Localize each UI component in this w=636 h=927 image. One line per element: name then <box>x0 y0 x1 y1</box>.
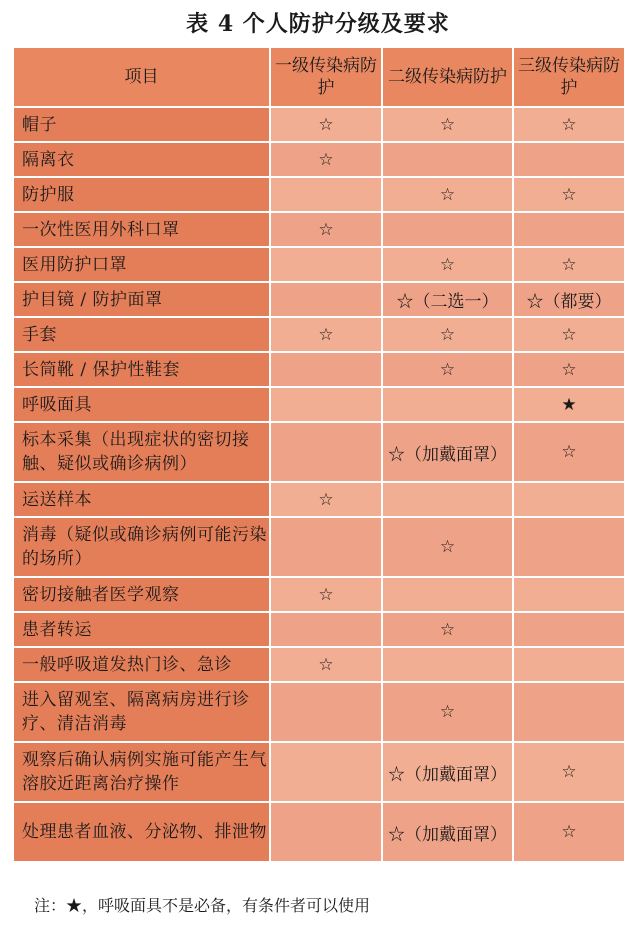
table-row <box>13 387 625 422</box>
row-item: 隔离衣 <box>13 142 270 177</box>
table-row <box>13 647 625 682</box>
row-level2: ☆（加戴面罩） <box>382 802 513 862</box>
row-item: 密切接触者医学观察 <box>13 577 270 612</box>
table-row <box>13 612 625 647</box>
row-level2: ☆ <box>382 352 513 387</box>
row-level2: ☆ <box>382 177 513 212</box>
header-row <box>13 47 625 107</box>
row-level3 <box>513 682 625 742</box>
row-level1: ☆ <box>270 317 382 352</box>
row-level3 <box>513 212 625 247</box>
row-item: 进入留观室、隔离病房进行诊疗、清洁消毒 <box>13 682 270 742</box>
row-level2 <box>382 482 513 517</box>
table-row <box>13 517 625 577</box>
row-level2: ☆ <box>382 247 513 282</box>
table-footnote: 注：★，呼吸面具不是必备，有条件者可以使用 <box>34 896 371 915</box>
row-level3: ☆ <box>513 352 625 387</box>
row-level2: ☆ <box>382 317 513 352</box>
row-level3: ☆ <box>513 107 625 142</box>
protection-level-table <box>12 46 626 863</box>
row-level3: ☆ <box>513 317 625 352</box>
row-level2: ☆ <box>382 612 513 647</box>
row-level3: ☆ <box>513 802 625 862</box>
table-row <box>13 422 625 482</box>
row-level3: ☆ <box>513 247 625 282</box>
row-item: 长筒靴 / 保护性鞋套 <box>13 352 270 387</box>
row-level3 <box>513 142 625 177</box>
row-level3 <box>513 647 625 682</box>
row-level3 <box>513 482 625 517</box>
row-level3: ☆ <box>513 422 625 482</box>
row-level1: ☆ <box>270 142 382 177</box>
header-level2: 二级传染病防护 <box>382 47 513 107</box>
row-level3 <box>513 612 625 647</box>
row-level1 <box>270 282 382 317</box>
row-level2: ☆ <box>382 517 513 577</box>
table-row <box>13 212 625 247</box>
row-level3: ☆ <box>513 177 625 212</box>
row-item: 一次性医用外科口罩 <box>13 212 270 247</box>
table-row <box>13 802 625 862</box>
row-level3 <box>513 517 625 577</box>
row-item: 标本采集（出现症状的密切接触、疑似或确诊病例） <box>13 422 270 482</box>
table-row <box>13 317 625 352</box>
row-level1: ☆ <box>270 212 382 247</box>
row-item: 医用防护口罩 <box>13 247 270 282</box>
table-row <box>13 577 625 612</box>
row-level3: ☆（都要） <box>513 282 625 317</box>
row-item: 患者转运 <box>13 612 270 647</box>
row-level2 <box>382 577 513 612</box>
row-item: 运送样本 <box>13 482 270 517</box>
row-level2: ☆（加戴面罩） <box>382 422 513 482</box>
row-level1 <box>270 352 382 387</box>
row-level1 <box>270 247 382 282</box>
row-level3 <box>513 577 625 612</box>
header-item: 项目 <box>13 47 270 107</box>
row-item: 手套 <box>13 317 270 352</box>
table-title: 表 4 个人防护分级及要求 <box>186 11 450 37</box>
row-level2: ☆ <box>382 682 513 742</box>
row-item: 帽子 <box>13 107 270 142</box>
header-level1: 一级传染病防护 <box>270 47 382 107</box>
row-level3: ★ <box>513 387 625 422</box>
row-level1 <box>270 612 382 647</box>
row-item: 消毒（疑似或确诊病例可能污染的场所） <box>13 517 270 577</box>
table-row <box>13 742 625 802</box>
row-item: 处理患者血液、分泌物、排泄物 <box>13 802 270 862</box>
row-level1: ☆ <box>270 647 382 682</box>
row-item: 呼吸面具 <box>13 387 270 422</box>
table-row <box>13 247 625 282</box>
row-item: 观察后确认病例实施可能产生气溶胶近距离治疗操作 <box>13 742 270 802</box>
row-level1: ☆ <box>270 482 382 517</box>
table-row <box>13 282 625 317</box>
row-level1: ☆ <box>270 107 382 142</box>
row-level1 <box>270 742 382 802</box>
row-level1 <box>270 177 382 212</box>
row-level2: ☆（加戴面罩） <box>382 742 513 802</box>
row-level2 <box>382 212 513 247</box>
table-row <box>13 177 625 212</box>
row-level2: ☆（二选一） <box>382 282 513 317</box>
row-level1 <box>270 802 382 862</box>
row-item: 护目镜 / 防护面罩 <box>13 282 270 317</box>
table-row <box>13 107 625 142</box>
row-level2 <box>382 647 513 682</box>
table-row <box>13 142 625 177</box>
row-level1 <box>270 682 382 742</box>
row-item: 防护服 <box>13 177 270 212</box>
row-level3: ☆ <box>513 742 625 802</box>
row-level2: ☆ <box>382 107 513 142</box>
header-level3: 三级传染病防护 <box>513 47 625 107</box>
row-level1: ☆ <box>270 577 382 612</box>
row-level2 <box>382 142 513 177</box>
table-row <box>13 482 625 517</box>
row-level1 <box>270 422 382 482</box>
row-level1 <box>270 517 382 577</box>
table-row <box>13 352 625 387</box>
table-row <box>13 682 625 742</box>
row-level1 <box>270 387 382 422</box>
row-item: 一般呼吸道发热门诊、急诊 <box>13 647 270 682</box>
row-level2 <box>382 387 513 422</box>
